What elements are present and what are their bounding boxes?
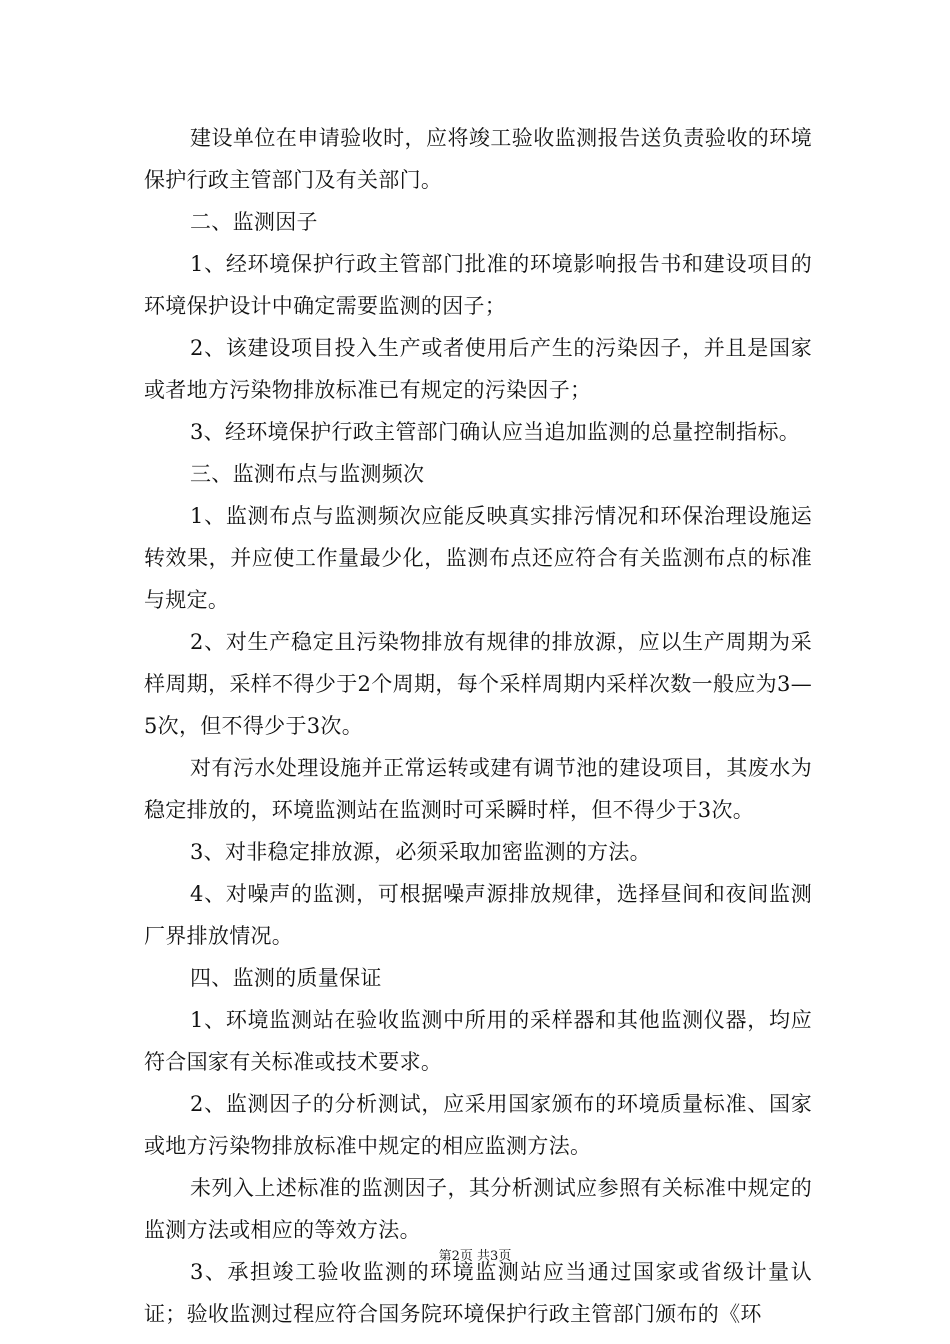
paragraph: 1、监测布点与监测频次应能反映真实排污情况和环保治理设施运转效果，并应使工作量最少化，监测布点还应符合有关监测布点的标准与规定。 <box>144 504 812 612</box>
paragraph: 4、对噪声的监测，可根据噪声源排放规律，选择昼间和夜间监测厂界排放情况。 <box>144 882 812 948</box>
paragraph: 对有污水处理设施并正常运转或建有调节池的建设项目，其废水为稳定排放的，环境监测站在监测时可采瞬时样，但不得少于3次。 <box>144 756 812 822</box>
paragraph: 3、经环境保护行政主管部门确认应当追加监测的总量控制指标。 <box>190 420 801 444</box>
paragraph: 未列入上述标准的监测因子，其分析测试应参照有关标准中规定的监测方法或相应的等效方法。 <box>144 1176 812 1242</box>
paragraph: 3、承担竣工验收监测的环境监测站应当通过国家或省级计量认证；验收监测过程应符合国务院环境保护行政主管部门颁布的《环 <box>144 1260 812 1326</box>
paragraph: 3、对非稳定排放源，必须采取加密监测的方法。 <box>190 840 651 864</box>
paragraph: 1、经环境保护行政主管部门批准的环境影响报告书和建设项目的环境保护设计中确定需要监测的因子； <box>144 252 812 318</box>
section-heading: 三、监测布点与监测频次 <box>190 462 425 486</box>
section-heading: 二、监测因子 <box>190 210 318 234</box>
page-number-footer: 第2页 共3页 <box>438 1249 512 1264</box>
document-body <box>144 117 812 1335</box>
paragraph: 2、该建设项目投入生产或者使用后产生的污染因子，并且是国家或者地方污染物排放标准已有规定的污染因子； <box>144 336 812 402</box>
paragraph: 1、环境监测站在验收监测中所用的采样器和其他监测仪器，均应符合国家有关标准或技术要求。 <box>144 1008 812 1074</box>
paragraph: 2、监测因子的分析测试，应采用国家颁布的环境质量标准、国家或地方污染物排放标准中规定的相应监测方法。 <box>144 1092 812 1158</box>
section-heading: 四、监测的质量保证 <box>190 966 382 990</box>
paragraph: 建设单位在申请验收时，应将竣工验收监测报告送负责验收的环境保护行政主管部门及有关部门。 <box>144 126 812 192</box>
paragraph: 2、对生产稳定且污染物排放有规律的排放源，应以生产周期为采样周期，采样不得少于2个周期，每个采样周期内采样次数一般应为3—5次，但不得少于3次。 <box>144 630 812 738</box>
